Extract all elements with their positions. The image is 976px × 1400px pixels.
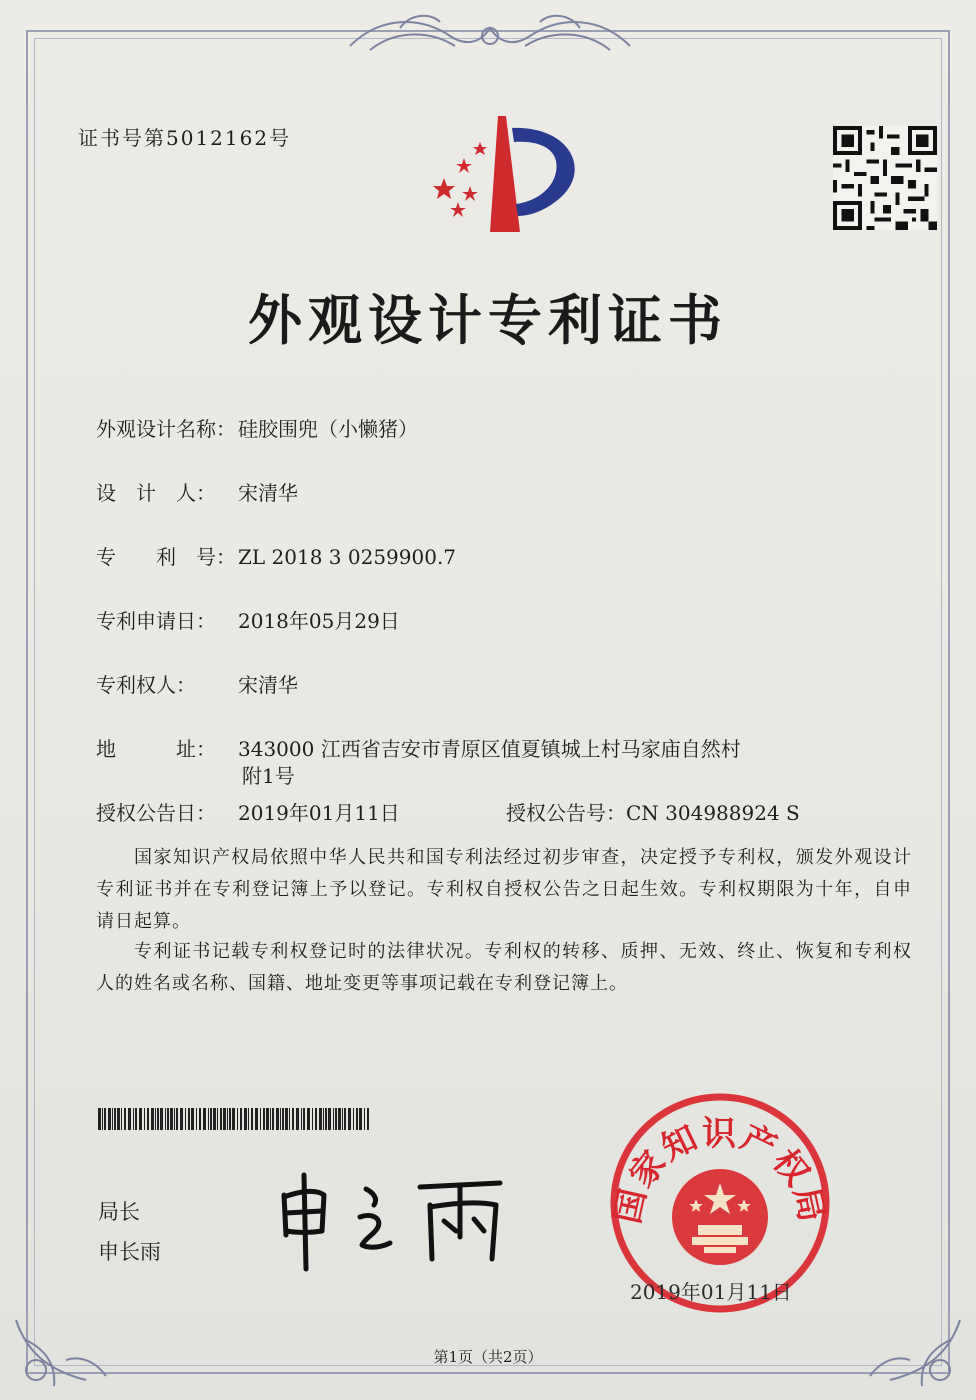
field-label: 设 计 人： bbox=[96, 481, 216, 505]
barcode-bar bbox=[344, 1108, 346, 1130]
field-patent-number bbox=[96, 541, 456, 570]
publication-number: 授权公告号：CN 304988924 S bbox=[506, 801, 800, 825]
barcode-bar bbox=[167, 1108, 169, 1130]
barcode-bar bbox=[315, 1108, 317, 1130]
director-title: 局长 bbox=[98, 1200, 140, 1224]
barcode-bar bbox=[289, 1108, 290, 1130]
barcode-bar bbox=[285, 1108, 288, 1130]
address-line-2: 附1号 bbox=[242, 764, 295, 788]
certificate-title: 外观设计专利证书 bbox=[248, 288, 728, 352]
barcode-bar bbox=[170, 1108, 173, 1130]
barcode-bar bbox=[270, 1108, 271, 1130]
barcode-bar bbox=[114, 1108, 116, 1130]
barcode-bar bbox=[312, 1108, 313, 1130]
barcode-bar bbox=[139, 1108, 142, 1130]
field-label: 授权公告日： bbox=[96, 801, 216, 825]
barcode-bar bbox=[199, 1108, 201, 1130]
barcode-bar bbox=[359, 1108, 362, 1130]
barcode-bar bbox=[335, 1108, 337, 1130]
barcode-bar bbox=[356, 1108, 358, 1130]
barcode-bar bbox=[272, 1108, 274, 1130]
barcode-bar bbox=[266, 1108, 269, 1130]
field-grant-date bbox=[96, 797, 400, 826]
barcode-bar bbox=[260, 1108, 261, 1130]
field-design-name bbox=[96, 413, 418, 442]
barcode-bar bbox=[263, 1108, 265, 1130]
barcode-bar bbox=[188, 1108, 190, 1130]
barcode-bar bbox=[128, 1108, 131, 1130]
field-address bbox=[96, 733, 741, 762]
barcode-bar bbox=[248, 1108, 249, 1130]
barcode-bar bbox=[237, 1108, 238, 1130]
barcode-bar bbox=[255, 1108, 258, 1130]
barcode-bar bbox=[319, 1108, 322, 1130]
barcode-bar bbox=[147, 1108, 149, 1130]
field-value: 343000 江西省吉安市青原区值夏镇城上村马家庙自然村 bbox=[238, 737, 741, 761]
barcode-bar bbox=[223, 1108, 226, 1130]
field-label: 专利申请日： bbox=[96, 609, 216, 633]
barcode-bar bbox=[232, 1108, 235, 1130]
barcode-bar bbox=[160, 1108, 163, 1130]
barcode-bar bbox=[328, 1108, 331, 1130]
field-label: 专利权人： bbox=[96, 673, 196, 697]
barcode-bar bbox=[124, 1108, 126, 1130]
barcode-bar bbox=[165, 1108, 166, 1130]
barcode-bar bbox=[292, 1108, 294, 1130]
director-name: 申长雨 bbox=[98, 1240, 161, 1264]
field-label: 地 址： bbox=[96, 737, 216, 761]
barcode-bar bbox=[338, 1108, 341, 1130]
barcode-bar bbox=[333, 1108, 334, 1130]
patent-office-logo bbox=[420, 112, 590, 242]
barcode-bar bbox=[180, 1108, 183, 1130]
barcode-bar bbox=[121, 1108, 122, 1130]
barcode-bar bbox=[325, 1108, 327, 1130]
barcode-bar bbox=[98, 1108, 101, 1130]
barcode-bar bbox=[217, 1108, 218, 1130]
barcode-bar bbox=[210, 1108, 212, 1130]
field-patentee bbox=[96, 669, 298, 698]
barcode-bar bbox=[367, 1108, 369, 1130]
barcode-bar bbox=[208, 1108, 209, 1130]
barcode-bar bbox=[303, 1108, 305, 1130]
barcode-bar bbox=[196, 1108, 197, 1130]
barcode-bar bbox=[104, 1108, 106, 1130]
barcode-bar bbox=[108, 1108, 111, 1130]
barcode-bar bbox=[185, 1108, 186, 1130]
top-ornament bbox=[340, 6, 640, 64]
barcode-bar bbox=[280, 1108, 281, 1130]
barcode-bar bbox=[135, 1108, 137, 1130]
field-value: ZL 2018 3 0259900.7 bbox=[238, 545, 457, 569]
barcode-bar bbox=[296, 1108, 299, 1130]
field-value: 2018年05月29日 bbox=[238, 609, 400, 633]
barcode-bar bbox=[282, 1108, 284, 1130]
field-designer bbox=[96, 477, 298, 506]
barcode-bar bbox=[301, 1108, 302, 1130]
barcode-bar bbox=[176, 1108, 178, 1130]
statement-paragraph-1: 国家知识产权局依照中华人民共和国专利法经过初步审查，决定授予专利权，颁发外观设计专利证书并在专利登记簿上予以登记。专利权自授权公告之日起生效。专利权期限为十年，自申请日起算。 bbox=[96, 847, 912, 932]
barcode-bar bbox=[112, 1108, 113, 1130]
barcode bbox=[98, 1108, 372, 1130]
barcode-bar bbox=[229, 1108, 231, 1130]
statement-paragraph-2: 专利证书记载专利权登记时的法律状况。专利权的转移、质押、无效、终止、恢复和专利权人的姓名或名称、国籍、地址变更等事项记载在专利登记簿上。 bbox=[96, 941, 912, 994]
barcode-bar bbox=[342, 1108, 343, 1130]
barcode-bar bbox=[364, 1108, 365, 1130]
barcode-bar bbox=[117, 1108, 120, 1130]
field-application-date bbox=[96, 605, 400, 634]
barcode-bar bbox=[191, 1108, 194, 1130]
barcode-bar bbox=[348, 1108, 351, 1130]
barcode-bar bbox=[102, 1108, 103, 1130]
barcode-bar bbox=[353, 1108, 354, 1130]
barcode-bar bbox=[133, 1108, 134, 1130]
seal-text: 国家知识产权局 bbox=[607, 1114, 833, 1228]
field-value: 2019年01月11日 bbox=[238, 801, 400, 825]
barcode-bar bbox=[240, 1108, 242, 1130]
barcode-bar bbox=[323, 1108, 324, 1130]
barcode-bar bbox=[213, 1108, 216, 1130]
field-label: 外观设计名称： bbox=[96, 417, 236, 441]
field-value: 宋清华 bbox=[238, 673, 298, 697]
barcode-bar bbox=[144, 1108, 145, 1130]
barcode-bar bbox=[276, 1108, 279, 1130]
barcode-bar bbox=[220, 1108, 222, 1130]
field-value: 硅胶围兜（小懒猪） bbox=[238, 417, 418, 441]
barcode-bar bbox=[203, 1108, 206, 1130]
seal-date: 2019年01月11日 bbox=[630, 1280, 792, 1304]
barcode-bar bbox=[155, 1108, 156, 1130]
barcode-bar bbox=[174, 1108, 175, 1130]
director-signature bbox=[270, 1165, 520, 1275]
certificate-number: 证书号第5012162号 bbox=[78, 126, 292, 150]
barcode-bar bbox=[251, 1108, 253, 1130]
barcode-bar bbox=[157, 1108, 159, 1130]
barcode-bar bbox=[227, 1108, 228, 1130]
field-value: 宋清华 bbox=[238, 481, 298, 505]
barcode-bar bbox=[151, 1108, 154, 1130]
barcode-bar bbox=[307, 1108, 310, 1130]
field-label: 专 利 号： bbox=[96, 545, 236, 569]
page-footer: 第1页（共2页） bbox=[433, 1348, 543, 1366]
barcode-bar bbox=[244, 1108, 247, 1130]
qr-code bbox=[832, 126, 938, 230]
